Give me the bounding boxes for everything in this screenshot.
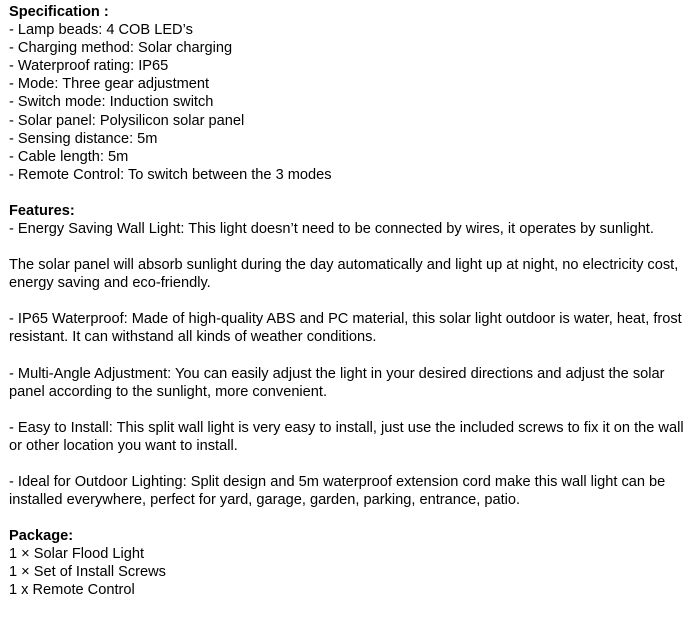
specification-heading: Specification :: [9, 4, 109, 20]
package-item: 1 × Solar Flood Light: [9, 546, 145, 563]
spec-item: - Cable length: 5m: [9, 148, 129, 165]
feature-paragraph: - Multi-Angle Adjustment: You can easily adjust the light in your desired directions and adjust the solar panel according to the sunlight, more convenient.: [9, 365, 665, 400]
feature-paragraph: - Ideal for Outdoor Lighting: Split design and 5m waterproof extension cord make this wall light can be installed everywhere, perfect for yard, garage, garden, parking, entrance, patio.: [9, 473, 666, 508]
spec-item: - Switch mode: Induction switch: [9, 94, 214, 111]
features-section: [9, 202, 700, 509]
feature-paragraph: The solar panel will absorb sunlight during the day automatically and light up at night, no electricity cost, energy saving and eco-friendly.: [9, 257, 679, 292]
spec-item: - Waterproof rating: IP65: [9, 58, 169, 75]
spec-item: - Remote Control: To switch between the 3 modes: [9, 166, 332, 183]
specification-section: [9, 3, 700, 184]
feature-paragraph: - Energy Saving Wall Light: This light doesn’t need to be connected by wires, it operates by sunlight.: [9, 221, 654, 238]
spec-item: - Sensing distance: 5m: [9, 130, 158, 147]
package-item: 1 x Remote Control: [9, 582, 135, 599]
feature-paragraph: - Easy to Install: This split wall light is very easy to install, just use the included screws to fix it on the wall or other location you want to install.: [9, 419, 684, 454]
features-heading: Features:: [9, 202, 75, 219]
spec-item: - Mode: Three gear adjustment: [9, 76, 210, 93]
package-heading: Package:: [9, 528, 74, 545]
package-item: 1 × Set of Install Screws: [9, 564, 166, 581]
package-section: [9, 527, 700, 599]
feature-paragraph: - IP65 Waterproof: Made of high-quality ABS and PC material, this solar light outdoor is water, heat, frost resistant. It can withstand all kinds of weather conditions.: [9, 311, 682, 346]
spec-item: - Lamp beads: 4 COB LED’s: [9, 22, 193, 39]
spec-item: - Solar panel: Polysilicon solar panel: [9, 112, 245, 129]
spec-item: - Charging method: Solar charging: [9, 40, 233, 57]
